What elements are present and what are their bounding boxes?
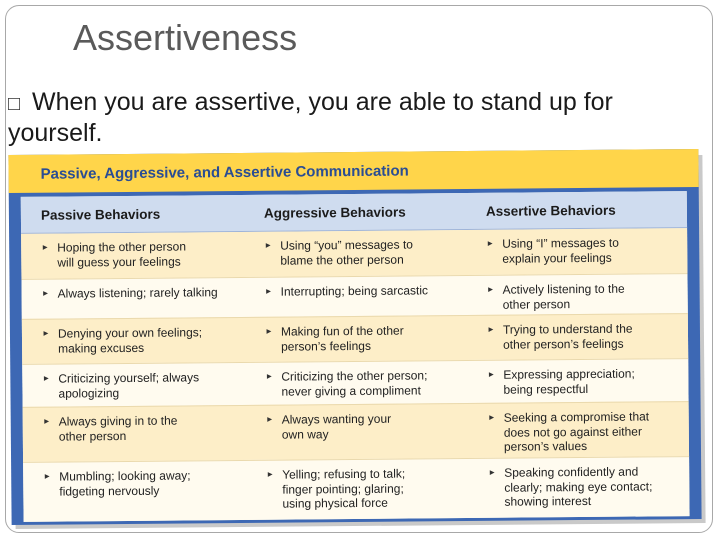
arrow-bullet-icon: ► xyxy=(487,412,496,422)
table-cell: ► Trying to understand the other person’s feelings xyxy=(486,321,633,352)
arrow-bullet-icon: ► xyxy=(41,328,50,338)
arrow-bullet-icon: ► xyxy=(486,284,495,294)
table-cell: ► Mumbling; looking away; fidgeting nervously xyxy=(43,468,191,499)
table-cell: ► Using “you” messages to blame the other person xyxy=(264,237,413,268)
table-cell: ► Actively listening to the other person xyxy=(486,281,625,312)
table-cell: ► Speaking confidently and clearly; making eye contact; showing interest xyxy=(488,464,653,509)
table-cell: ► Always giving in to the other person xyxy=(42,413,178,444)
header-passive: Passive Behaviors xyxy=(40,206,161,223)
header-aggressive: Aggressive Behaviors xyxy=(263,204,406,221)
arrow-bullet-icon: ► xyxy=(265,414,274,424)
table-cell: ► Expressing appreciation; being respectful xyxy=(487,366,635,397)
arrow-bullet-icon: ► xyxy=(264,240,273,250)
arrow-bullet-icon: ► xyxy=(264,286,273,296)
arrow-bullet-icon: ► xyxy=(42,373,51,383)
arrow-bullet-icon: ► xyxy=(266,469,275,479)
arrow-bullet-icon: ► xyxy=(265,371,274,381)
table-body xyxy=(21,191,690,522)
table-cell: ► Using “I” messages to explain your feelings xyxy=(486,235,619,266)
communication-table-image xyxy=(8,149,701,525)
bullet-point xyxy=(8,88,688,148)
arrow-bullet-icon: ► xyxy=(487,369,496,379)
arrow-bullet-icon: ► xyxy=(488,467,497,477)
table-row xyxy=(21,273,687,319)
table-cell: ► Denying your own feelings; making excuses xyxy=(41,325,203,356)
arrow-bullet-icon: ► xyxy=(41,288,50,298)
arrow-bullet-icon: ► xyxy=(486,238,495,248)
table-row xyxy=(22,358,688,407)
arrow-bullet-icon: ► xyxy=(41,242,50,252)
table-cell: ► Seeking a compromise that does not go against either person’s values xyxy=(487,409,650,454)
table-cell: ► Hoping the other person will guess your feelings xyxy=(41,239,187,270)
table-cell: ► Yelling; refusing to talk; finger pointing; glaring; using physical force xyxy=(266,466,406,511)
table-cell: ► Making fun of the other person’s feelings xyxy=(264,323,404,354)
table-cell: ► Criticizing the other person; never giving a compliment xyxy=(265,368,428,399)
table-cell: ► Always wanting your own way xyxy=(265,411,392,442)
arrow-bullet-icon: ► xyxy=(486,324,495,334)
table-header-row xyxy=(21,191,687,234)
table-cell: ► Always listening; rarely talking xyxy=(41,285,218,301)
arrow-bullet-icon: ► xyxy=(43,471,52,481)
table-cell: ► Interrupting; being sarcastic xyxy=(264,283,429,299)
table-cell: ► Criticizing yourself; always apologizing xyxy=(42,370,200,401)
arrow-bullet-icon: ► xyxy=(42,416,51,426)
slide-title: Assertiveness xyxy=(73,17,298,58)
table-row xyxy=(22,313,688,364)
header-assertive: Assertive Behaviors xyxy=(485,202,616,219)
bullet-marker: □ xyxy=(8,93,21,115)
table-row xyxy=(23,456,689,522)
table-row xyxy=(23,401,689,462)
table-banner: Passive, Aggressive, and Assertive Communication xyxy=(8,149,698,193)
bullet-text: When you are assertive, you are able to stand up for yourself. xyxy=(8,88,613,147)
table-row xyxy=(21,228,687,279)
arrow-bullet-icon: ► xyxy=(264,326,273,336)
